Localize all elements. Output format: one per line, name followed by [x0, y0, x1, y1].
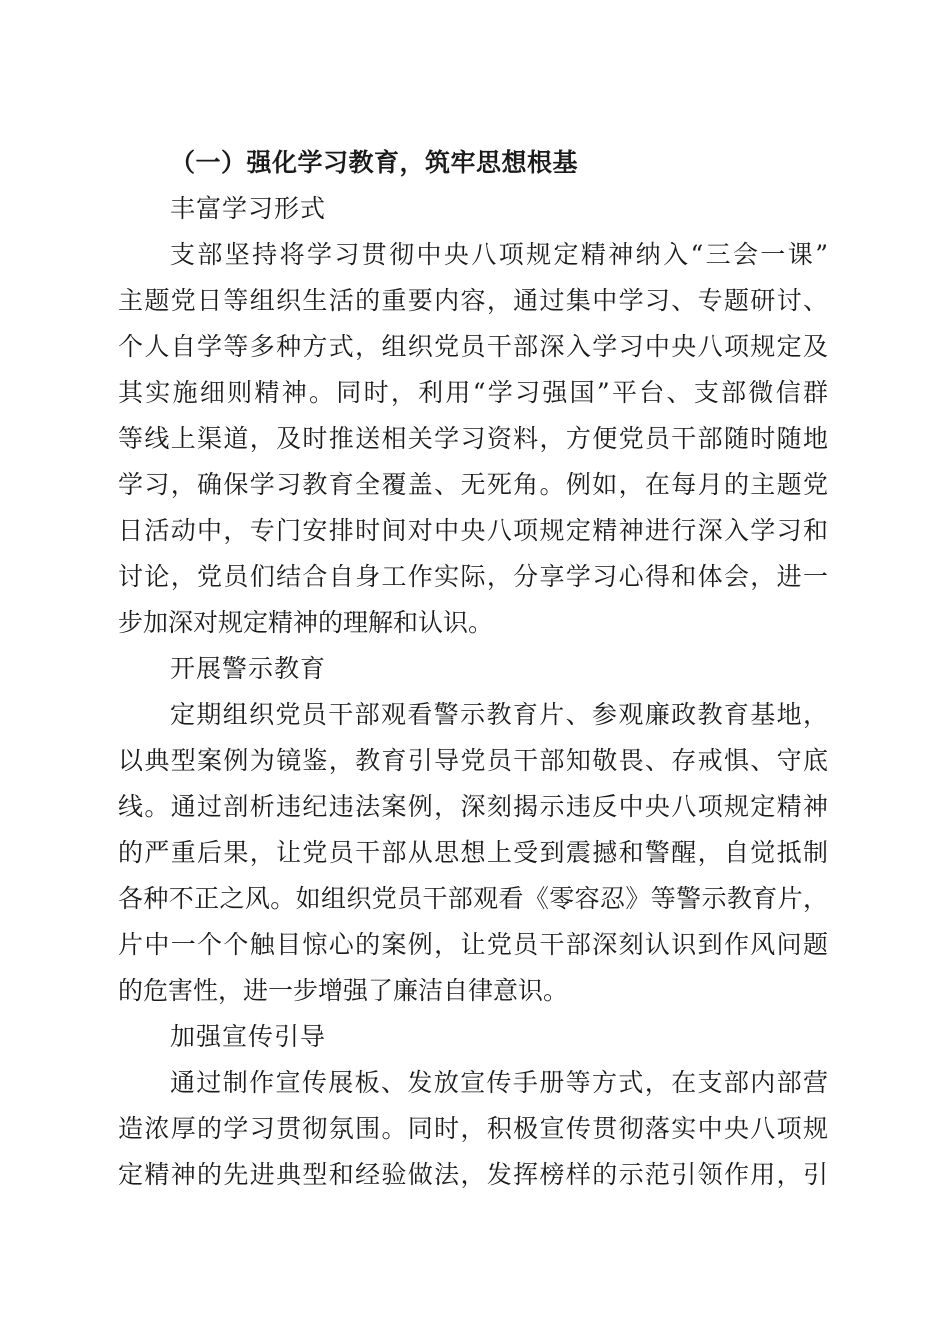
paragraph-line: 步加深对规定精神的理解和认识。 — [118, 608, 494, 637]
subsection-title: 丰富学习形式 — [170, 194, 327, 223]
paragraph-line: 通过制作宣传展板、发放宣传手册等方式，在支部内部营 — [170, 1068, 828, 1097]
section-heading: （一）强化学习教育，筑牢思想根基 — [170, 148, 579, 177]
paragraph-line: 等线上渠道，及时推送相关学习资料，方便党员干部随时随地 — [118, 424, 828, 453]
paragraph-line: 线。通过剖析违纪违法案例，深刻揭示违反中央八项规定精神 — [118, 792, 828, 821]
paragraph-line: 讨论，党员们结合自身工作实际，分享学习心得和体会，进一 — [118, 562, 828, 591]
paragraph-line: 其实施细则精神。同时，利用“学习强国”平台、支部微信群 — [118, 378, 828, 407]
paragraph-line: 各种不正之风。如组织党员干部观看《零容忍》等警示教育片， — [118, 884, 828, 913]
paragraph-line: 主题党日等组织生活的重要内容，通过集中学习、专题研讨、 — [118, 286, 828, 315]
subsection-title: 加强宣传引导 — [170, 1022, 327, 1051]
paragraph-line: 学习，确保学习教育全覆盖、无死角。例如，在每月的主题党 — [118, 470, 828, 499]
paragraph-line: 定期组织党员干部观看警示教育片、参观廉政教育基地， — [170, 700, 828, 729]
paragraph-line: 个人自学等多种方式，组织党员干部深入学习中央八项规定及 — [118, 332, 828, 361]
paragraph-line: 支部坚持将学习贯彻中央八项规定精神纳入“三会一课” — [170, 240, 828, 269]
paragraph-line: 的严重后果，让党员干部从思想上受到震撼和警醒，自觉抵制 — [118, 838, 828, 867]
document-body — [118, 140, 828, 1198]
paragraph-line: 日活动中，专门安排时间对中央八项规定精神进行深入学习和 — [118, 516, 828, 545]
paragraph-line: 的危害性，进一步增强了廉洁自律意识。 — [118, 976, 569, 1005]
paragraph-line: 片中一个个触目惊心的案例，让党员干部深刻认识到作风问题 — [118, 930, 828, 959]
paragraph-line: 以典型案例为镜鉴，教育引导党员干部知敬畏、存戒惧、守底 — [118, 746, 828, 775]
subsection-title: 开展警示教育 — [170, 654, 327, 683]
paragraph-line: 定精神的先进典型和经验做法，发挥榜样的示范引领作用，引 — [118, 1160, 828, 1189]
paragraph-line: 造浓厚的学习贯彻氛围。同时，积极宣传贯彻落实中央八项规 — [118, 1114, 828, 1143]
